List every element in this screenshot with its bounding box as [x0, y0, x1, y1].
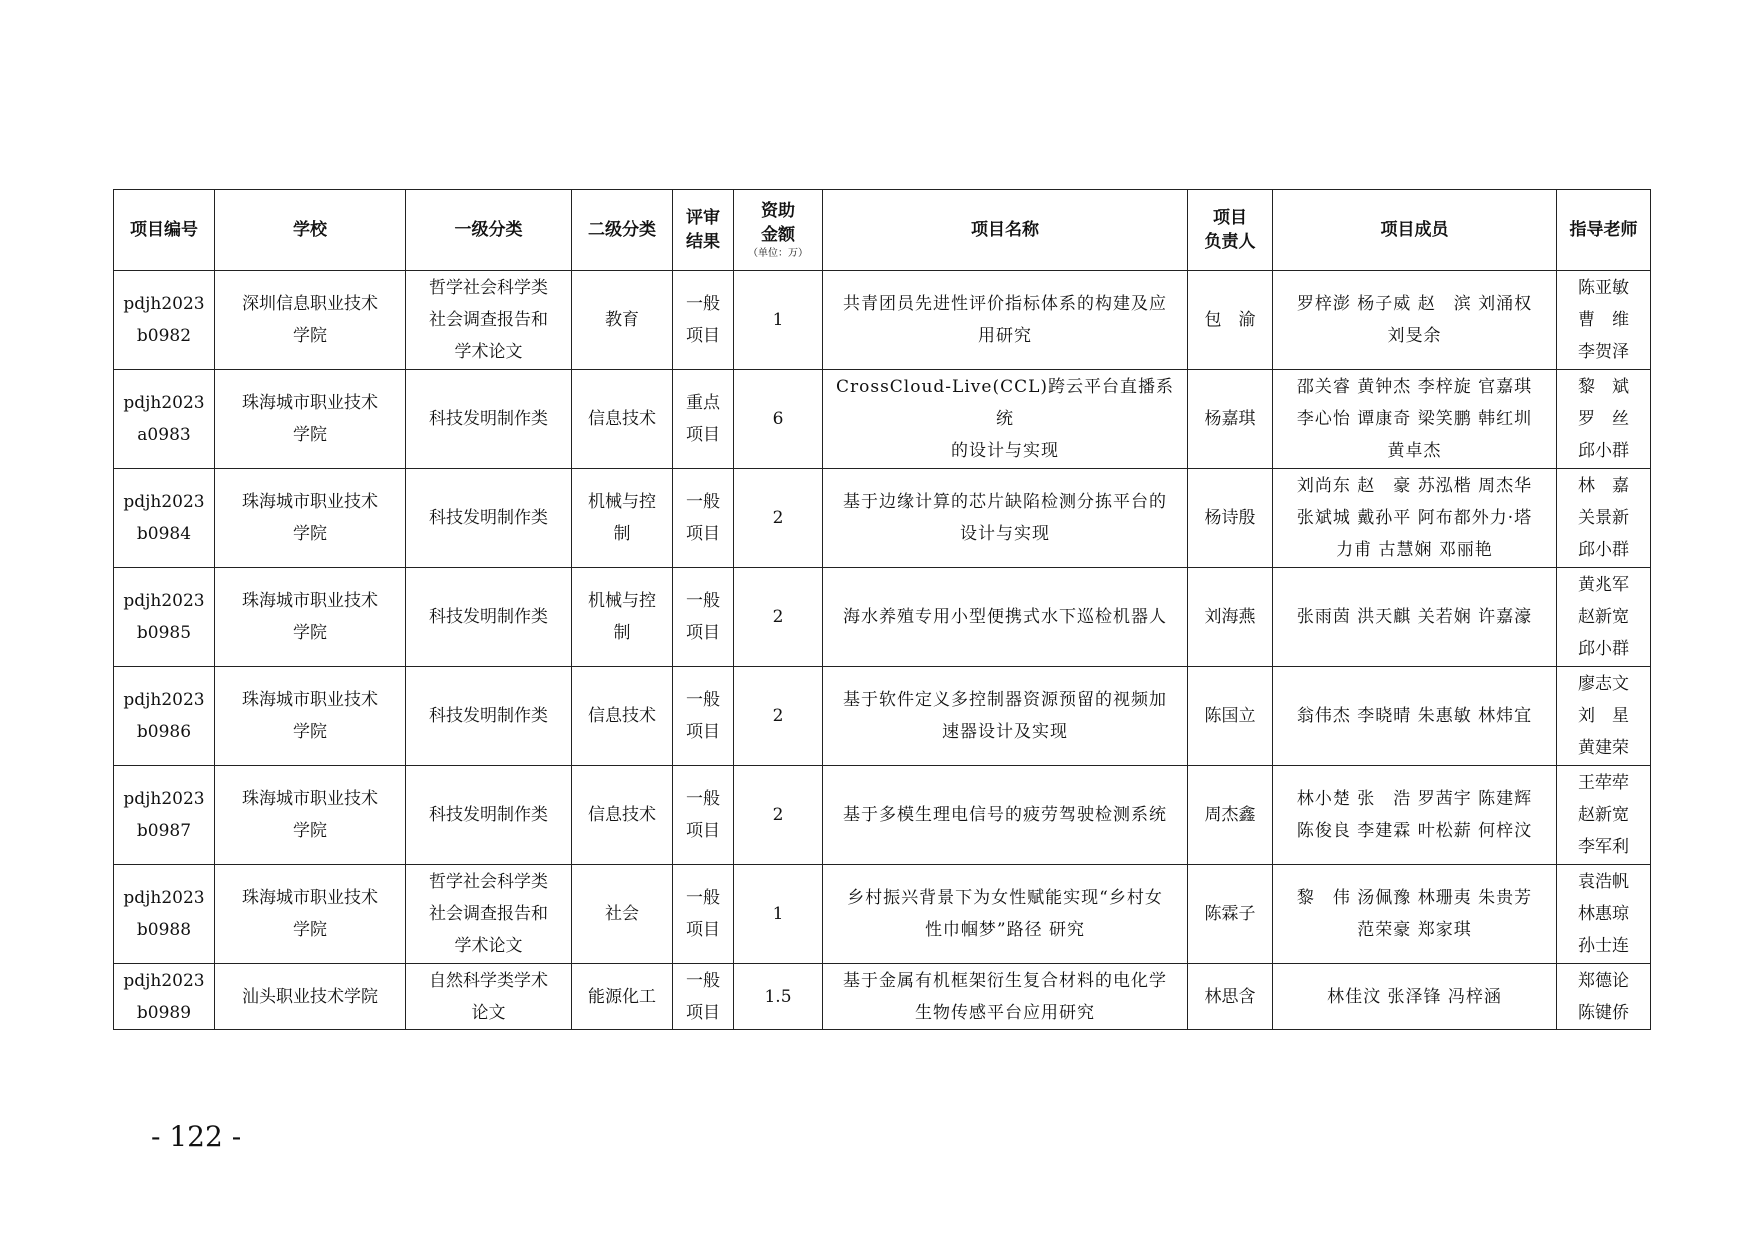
- cell-result: [673, 766, 734, 865]
- cell-result-line: 重点: [686, 393, 720, 413]
- cell-school-line: 学院: [293, 425, 327, 445]
- cell-result-line: 项目: [686, 722, 720, 742]
- cell-category2-line: 制: [613, 524, 631, 544]
- cell-school-line: 学院: [293, 722, 327, 742]
- cell-advisors-line: 李贺泽: [1578, 342, 1629, 362]
- cell-amount: 2: [734, 568, 823, 667]
- cell-advisors-line: 刘 星: [1578, 706, 1629, 726]
- cell-school-line: 汕头职业技术学院: [242, 986, 378, 1007]
- page-number: - 122 -: [151, 1120, 242, 1153]
- cell-advisors: [1557, 766, 1651, 865]
- cell-result-line: 一般: [686, 492, 720, 512]
- cell-school-line: 珠海城市职业技术: [242, 690, 378, 710]
- cell-school: [215, 370, 406, 469]
- cell-name-line: 速器设计及实现: [942, 722, 1068, 742]
- cell-name-line: 基于边缘计算的芯片缺陷检测分拣平台的: [843, 492, 1167, 512]
- cell-category1-line: 论文: [471, 1002, 506, 1023]
- cell-advisors: [1557, 469, 1651, 568]
- cell-leader: 陈国立: [1188, 667, 1273, 766]
- cell-id-line: b0988: [136, 920, 192, 940]
- cell-id-line: b0985: [136, 623, 192, 643]
- cell-advisors-line: 袁浩帆: [1578, 872, 1629, 892]
- cell-school-line: 学院: [293, 326, 327, 346]
- cell-members-line: 范荣豪 郑家琪: [1357, 920, 1472, 940]
- cell-name: [823, 964, 1188, 1030]
- cell-category1-line: 科技发明制作类: [429, 805, 548, 825]
- cell-id-line: pdjh2023: [123, 970, 205, 991]
- cell-name-line: 性巾帼梦”路径 研究: [924, 920, 1086, 940]
- cell-members: [1273, 667, 1557, 766]
- cell-school: [215, 667, 406, 766]
- cell-category1: [406, 964, 572, 1030]
- cell-members-line: 刘旻余: [1387, 326, 1442, 346]
- table-body: [114, 271, 1651, 1030]
- cell-id: [114, 964, 215, 1030]
- cell-school-line: 珠海城市职业技术: [242, 789, 378, 809]
- cell-category1-line: 科技发明制作类: [429, 508, 548, 528]
- cell-members: [1273, 766, 1557, 865]
- cell-result-line: 项目: [686, 524, 720, 544]
- cell-category1-line: 科技发明制作类: [429, 409, 548, 429]
- cell-school: [215, 469, 406, 568]
- cell-result-line: 项目: [686, 623, 720, 643]
- header-members: 项目成员: [1273, 190, 1557, 271]
- cell-name-line: 设计与实现: [960, 524, 1050, 544]
- cell-school-line: 珠海城市职业技术: [242, 393, 378, 413]
- cell-id: [114, 370, 215, 469]
- cell-id-line: b0989: [136, 1002, 192, 1023]
- cell-result-line: 项目: [686, 425, 720, 445]
- cell-name: [823, 370, 1188, 469]
- cell-members-line: 陈俊良 李建霖 叶松薪 何梓汶: [1296, 821, 1533, 841]
- cell-advisors-line: 廖志文: [1578, 674, 1629, 694]
- cell-name: [823, 766, 1188, 865]
- cell-id-line: pdjh2023: [123, 690, 205, 710]
- cell-id: [114, 568, 215, 667]
- cell-result: [673, 568, 734, 667]
- cell-advisors: [1557, 271, 1651, 370]
- cell-members-line: 翁伟杰 李晓晴 朱惠敏 林炜宜: [1296, 706, 1533, 726]
- cell-advisors-line: 王荦荦: [1578, 773, 1629, 793]
- cell-school-line: 珠海城市职业技术: [242, 492, 378, 512]
- cell-category1: [406, 568, 572, 667]
- cell-category2: [572, 964, 673, 1030]
- cell-members: [1273, 271, 1557, 370]
- table-row: [114, 370, 1651, 469]
- cell-result: [673, 370, 734, 469]
- cell-advisors-line: 邱小群: [1578, 540, 1629, 560]
- cell-school-line: 珠海城市职业技术: [242, 888, 378, 908]
- cell-category2-line: 制: [613, 623, 631, 643]
- cell-result: [673, 271, 734, 370]
- cell-leader: 杨诗殷: [1188, 469, 1273, 568]
- cell-school: [215, 964, 406, 1030]
- cell-advisors-line: 赵新宽: [1578, 607, 1629, 627]
- cell-category1-line: 社会调查报告和: [429, 310, 548, 330]
- cell-category2: [572, 667, 673, 766]
- cell-category1-line: 自然科学类学术: [429, 970, 548, 991]
- cell-id-line: pdjh2023: [123, 294, 205, 314]
- cell-id-line: pdjh2023: [123, 591, 205, 611]
- cell-result-line: 项目: [686, 1002, 720, 1023]
- cell-id-line: pdjh2023: [123, 393, 205, 413]
- cell-category2-line: 能源化工: [588, 986, 656, 1007]
- cell-members-line: 李心怡 谭康奇 梁笑鹏 韩红圳: [1296, 409, 1533, 429]
- cell-category1-line: 哲学社会科学类: [429, 278, 548, 298]
- header-row: [114, 190, 1651, 271]
- cell-advisors-line: 孙士连: [1578, 936, 1629, 956]
- cell-leader: 周杰鑫: [1188, 766, 1273, 865]
- header-leader: 项目 负责人: [1188, 190, 1273, 271]
- cell-category1: [406, 865, 572, 964]
- cell-leader: 林思含: [1188, 964, 1273, 1030]
- cell-name-line: 乡村振兴背景下为女性赋能实现“乡村女: [847, 888, 1163, 908]
- cell-members-line: 罗梓澎 杨子威 赵 滨 刘涌权: [1296, 294, 1533, 314]
- cell-school-line: 学院: [293, 524, 327, 544]
- project-table: [113, 189, 1651, 1030]
- cell-category2-line: 机械与控: [588, 591, 656, 611]
- cell-category2: [572, 271, 673, 370]
- cell-result: [673, 964, 734, 1030]
- cell-result-line: 项目: [686, 920, 720, 940]
- cell-category2: [572, 370, 673, 469]
- cell-name-line: 基于金属有机框架衍生复合材料的电化学: [843, 970, 1167, 991]
- cell-result: [673, 667, 734, 766]
- cell-advisors-line: 林 嘉: [1578, 476, 1629, 496]
- cell-amount: 1: [734, 865, 823, 964]
- cell-category1-line: 科技发明制作类: [429, 706, 548, 726]
- cell-category2-line: 信息技术: [588, 805, 656, 825]
- cell-category1-line: 学术论文: [454, 342, 523, 362]
- cell-members-line: 黎 伟 汤佩豫 林珊夷 朱贵芳: [1296, 888, 1533, 908]
- cell-category1-line: 科技发明制作类: [429, 607, 548, 627]
- header-name: 项目名称: [823, 190, 1188, 271]
- cell-advisors-line: 郑德论: [1578, 970, 1629, 991]
- cell-school: [215, 568, 406, 667]
- cell-category1: [406, 667, 572, 766]
- cell-category1: [406, 766, 572, 865]
- cell-school: [215, 271, 406, 370]
- cell-name: [823, 469, 1188, 568]
- cell-school-line: 深圳信息职业技术: [242, 294, 378, 314]
- cell-id: [114, 271, 215, 370]
- cell-members: [1273, 865, 1557, 964]
- cell-name: [823, 568, 1188, 667]
- header-amount: 资助 金额 （单位：万）: [734, 190, 823, 271]
- cell-category2-line: 信息技术: [588, 409, 656, 429]
- cell-leader: 包 渝: [1188, 271, 1273, 370]
- cell-id: [114, 865, 215, 964]
- cell-name: [823, 271, 1188, 370]
- cell-result: [673, 865, 734, 964]
- cell-advisors: [1557, 964, 1651, 1030]
- cell-members-line: 林佳汶 张泽锋 冯梓涵: [1327, 986, 1502, 1007]
- cell-advisors-line: 李军利: [1578, 837, 1629, 857]
- cell-name-line: 基于软件定义多控制器资源预留的视频加: [843, 690, 1167, 710]
- cell-advisors-line: 邱小群: [1578, 639, 1629, 659]
- cell-school: [215, 766, 406, 865]
- cell-members-line: 力甫 古慧娴 邓丽艳: [1336, 540, 1493, 560]
- table-row: [114, 469, 1651, 568]
- cell-school-line: 学院: [293, 821, 327, 841]
- cell-id-line: pdjh2023: [123, 789, 205, 809]
- cell-members-line: 黄卓杰: [1387, 441, 1442, 461]
- cell-members: [1273, 568, 1557, 667]
- table-row: [114, 766, 1651, 865]
- cell-name: [823, 865, 1188, 964]
- cell-name-line: 海水养殖专用小型便携式水下巡检机器人: [843, 607, 1167, 627]
- cell-category1-line: 哲学社会科学类: [429, 872, 548, 892]
- cell-amount: 2: [734, 766, 823, 865]
- cell-category2: [572, 865, 673, 964]
- header-category2: 二级分类: [572, 190, 673, 271]
- cell-advisors-line: 黎 斌: [1578, 377, 1629, 397]
- header-school: 学校: [215, 190, 406, 271]
- header-category1: 一级分类: [406, 190, 572, 271]
- cell-advisors: [1557, 865, 1651, 964]
- cell-name-line: 共青团员先进性评价指标体系的构建及应: [843, 294, 1167, 314]
- cell-advisors-line: 陈键侨: [1578, 1002, 1629, 1023]
- cell-members: [1273, 370, 1557, 469]
- cell-name-line: 基于多模生理电信号的疲劳驾驶检测系统: [843, 805, 1167, 825]
- cell-result-line: 一般: [686, 789, 720, 809]
- cell-members-line: 张斌城 戴孙平 阿布都外力·塔: [1296, 508, 1533, 528]
- table-row: [114, 865, 1651, 964]
- header-result: 评审 结果: [673, 190, 734, 271]
- table-row: [114, 667, 1651, 766]
- cell-advisors-line: 黄建荣: [1578, 738, 1629, 758]
- cell-category1-line: 学术论文: [454, 936, 523, 956]
- cell-category1: [406, 370, 572, 469]
- cell-school-line: 珠海城市职业技术: [242, 591, 378, 611]
- cell-amount: 6: [734, 370, 823, 469]
- cell-result-line: 一般: [686, 591, 720, 611]
- cell-category2-line: 教育: [605, 310, 639, 330]
- cell-name: [823, 667, 1188, 766]
- cell-id: [114, 766, 215, 865]
- cell-id: [114, 667, 215, 766]
- cell-id-line: b0986: [136, 722, 192, 742]
- cell-advisors-line: 林惠琼: [1578, 904, 1629, 924]
- cell-id: [114, 469, 215, 568]
- cell-result-line: 一般: [686, 970, 720, 991]
- header-amount-unit: （单位：万）: [748, 248, 808, 259]
- cell-id-line: b0984: [136, 524, 192, 544]
- cell-category1-line: 社会调查报告和: [429, 904, 548, 924]
- cell-members-line: 林小楚 张 浩 罗茜宇 陈建辉: [1296, 789, 1533, 809]
- cell-id-line: pdjh2023: [123, 492, 205, 512]
- cell-amount: 1: [734, 271, 823, 370]
- cell-members: [1273, 469, 1557, 568]
- cell-id-line: a0983: [137, 425, 191, 445]
- table-row: [114, 271, 1651, 370]
- table-row: [114, 568, 1651, 667]
- cell-school: [215, 865, 406, 964]
- cell-category2: [572, 568, 673, 667]
- header-advisors: 指导老师: [1557, 190, 1651, 271]
- cell-category1: [406, 469, 572, 568]
- cell-amount: 2: [734, 469, 823, 568]
- cell-category2: [572, 469, 673, 568]
- cell-leader: 刘海燕: [1188, 568, 1273, 667]
- cell-advisors-line: 赵新宽: [1578, 805, 1629, 825]
- cell-advisors-line: 曹 维: [1578, 310, 1629, 330]
- cell-members-line: 邵关睿 黄钟杰 李梓旋 官嘉琪: [1296, 377, 1533, 397]
- cell-amount: 1.5: [734, 964, 823, 1030]
- cell-name-line: 用研究: [978, 326, 1032, 346]
- cell-result-line: 一般: [686, 888, 720, 908]
- cell-category2: [572, 766, 673, 865]
- cell-leader: 杨嘉琪: [1188, 370, 1273, 469]
- cell-advisors-line: 陈亚敏: [1578, 278, 1629, 298]
- header-id: 项目编号: [114, 190, 215, 271]
- cell-category2-line: 机械与控: [588, 492, 656, 512]
- cell-category2-line: 社会: [605, 904, 639, 924]
- cell-result: [673, 469, 734, 568]
- cell-advisors-line: 罗 丝: [1578, 409, 1629, 429]
- cell-category1: [406, 271, 572, 370]
- cell-school-line: 学院: [293, 920, 327, 940]
- cell-id-line: b0987: [136, 821, 192, 841]
- cell-id-line: b0982: [136, 326, 192, 346]
- cell-members: [1273, 964, 1557, 1030]
- cell-amount: 2: [734, 667, 823, 766]
- cell-id-line: pdjh2023: [123, 888, 205, 908]
- cell-name-line: 生物传感平台应用研究: [915, 1002, 1095, 1023]
- cell-name-line: CrossCloud-Live(CCL)跨云平台直播系统: [835, 377, 1175, 429]
- cell-name-line: 的设计与实现: [951, 441, 1059, 461]
- cell-category2-line: 信息技术: [588, 706, 656, 726]
- table-row: [114, 964, 1651, 1030]
- cell-result-line: 一般: [686, 690, 720, 710]
- cell-members-line: 张雨茵 洪天麒 关若娴 许嘉濠: [1296, 607, 1533, 627]
- cell-advisors: [1557, 370, 1651, 469]
- cell-advisors-line: 邱小群: [1578, 441, 1629, 461]
- cell-school-line: 学院: [293, 623, 327, 643]
- cell-members-line: 刘尚东 赵 豪 苏泓楷 周杰华: [1296, 476, 1533, 496]
- cell-result-line: 一般: [686, 294, 720, 314]
- cell-result-line: 项目: [686, 326, 720, 346]
- cell-advisors: [1557, 667, 1651, 766]
- cell-advisors-line: 关景新: [1578, 508, 1629, 528]
- cell-result-line: 项目: [686, 821, 720, 841]
- cell-leader: 陈霖子: [1188, 865, 1273, 964]
- cell-advisors-line: 黄兆军: [1578, 575, 1629, 595]
- cell-advisors: [1557, 568, 1651, 667]
